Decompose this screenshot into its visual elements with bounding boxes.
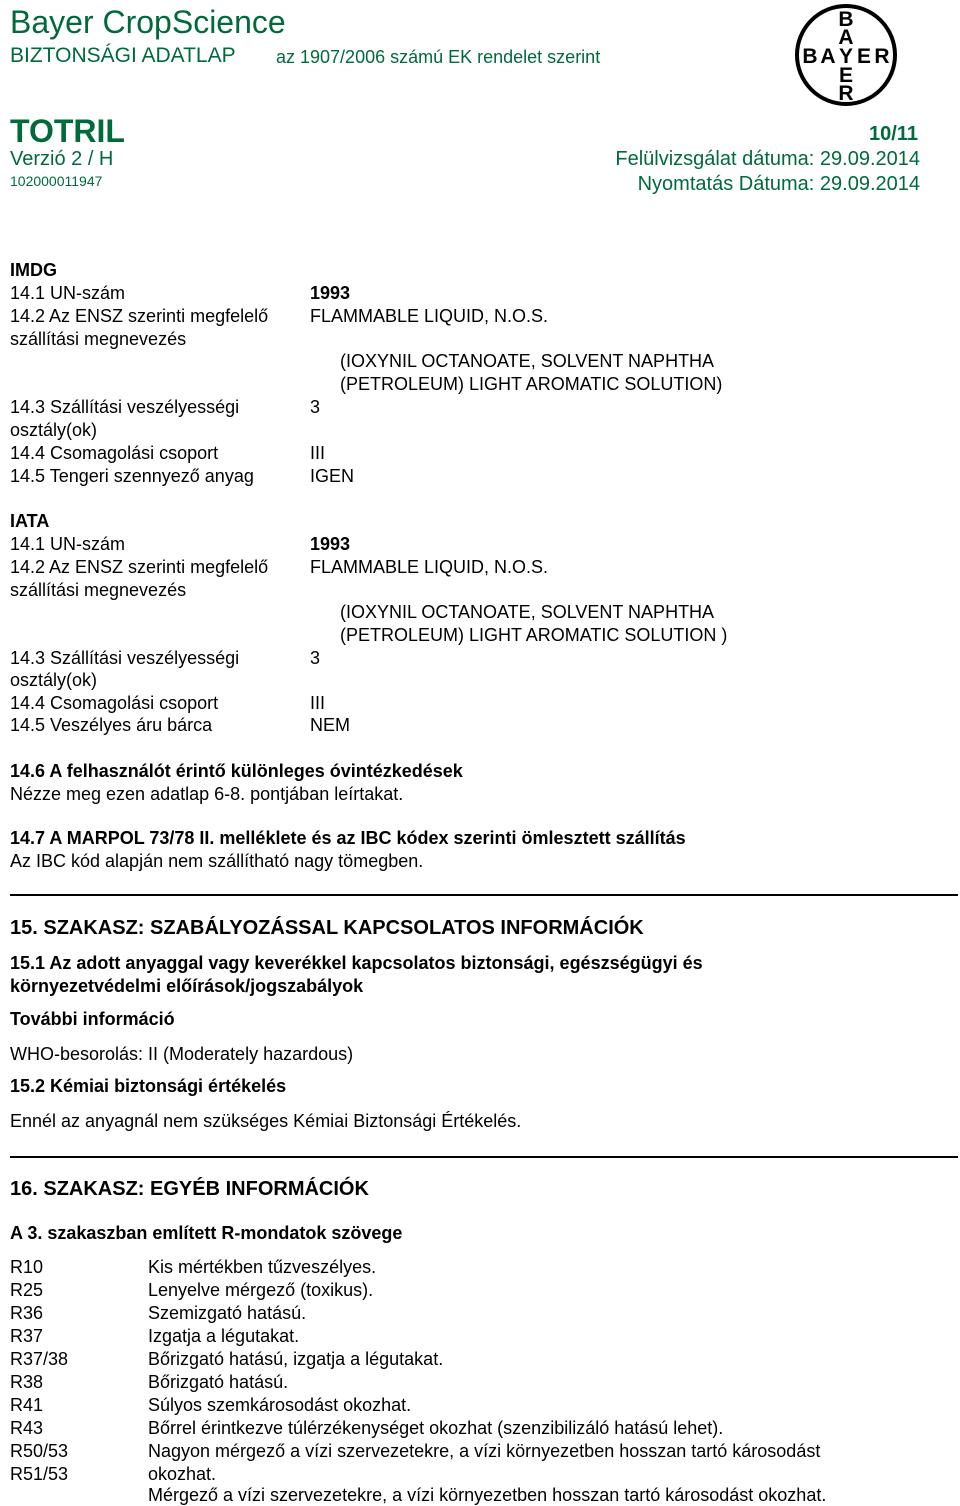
imdg-marine-label: 14.5 Tengeri szennyező anyag (10, 466, 254, 486)
imdg-pack-value: III (310, 443, 326, 463)
imdg-name-value: FLAMMABLE LIQUID, N.O.S. (310, 306, 549, 326)
company-name: Bayer CropScience (10, 4, 286, 40)
iata-name-detail: (IOXYNIL OCTANOATE, SOLVENT NAPHTHA (340, 602, 715, 622)
revision-date: Felülvizsgálat dátuma: 29.09.2014 (615, 148, 920, 170)
r-phrase-code: R50/53 (10, 1441, 69, 1461)
who-classification: WHO-besorolás: II (Moderately hazardous) (10, 1044, 354, 1064)
section-divider (10, 1156, 958, 1158)
iata-class-label-2: osztály(ok) (10, 670, 98, 690)
iata-un-value: 1993 (310, 534, 351, 554)
section-15-1-title: 15.1 Az adott anyaggal vagy keverékkel kapcsolatos biztonsági, egészségügyi és (10, 953, 703, 973)
iata-name-label: 14.2 Az ENSZ szerinti megfelelő (10, 557, 269, 577)
logo-letter: E (856, 45, 872, 68)
iata-hazard-value: NEM (310, 715, 350, 735)
r-phrase-code: R38 (10, 1372, 44, 1392)
page-number: 10/11 (869, 123, 918, 145)
imdg-name-label-2: szállítási megnevezés (10, 329, 187, 349)
imdg-class-label-2: osztály(ok) (10, 420, 98, 440)
logo-letter: E (838, 64, 854, 87)
r-phrase-code: R25 (10, 1280, 44, 1300)
section-14-7-text: Az IBC kód alapján nem szállítható nagy tömegben. (10, 851, 424, 871)
imdg-class-value: 3 (310, 397, 321, 417)
document-number: 102000011947 (10, 173, 103, 189)
r-phrase-code: R36 (10, 1303, 44, 1323)
imdg-pack-label: 14.4 Csomagolási csoport (10, 443, 219, 463)
iata-pack-label: 14.4 Csomagolási csoport (10, 693, 219, 713)
section-15-2-text: Ennél az anyagnál nem szükséges Kémiai Biztonsági Értékelés. (10, 1111, 522, 1131)
section-14-6-text: Nézze meg ezen adatlap 6-8. pontjában leírtakat. (10, 784, 404, 804)
iata-title: IATA (10, 511, 50, 531)
r-phrase-code: R43 (10, 1418, 44, 1438)
r-phrase-text: Bőrrel érintkezve túlérzékenységet okozhat (szenzibilizáló hatású lehet). (148, 1418, 724, 1438)
imdg-un-label: 14.1 UN-szám (10, 283, 126, 303)
r-phrase-text: Súlyos szemkárosodást okozhat. (148, 1395, 412, 1415)
section-16-subtitle: A 3. szakaszban említett R-mondatok szövege (10, 1223, 403, 1243)
product-name: TOTRIL (10, 113, 125, 149)
section-16-title: 16. SZAKASZ: EGYÉB INFORMÁCIÓK (10, 1178, 369, 1200)
r-phrase-code: R37 (10, 1326, 44, 1346)
r-phrase-code: R10 (10, 1257, 44, 1277)
imdg-un-value: 1993 (310, 283, 351, 303)
logo-letter: R (874, 45, 890, 68)
iata-un-label: 14.1 UN-szám (10, 534, 126, 554)
section-divider (10, 894, 958, 896)
bayer-logo-icon (794, 3, 898, 107)
section-15-1-title-2: környezetvédelmi előírások/jogszabályok (10, 976, 364, 996)
r-phrase-text: Bőrizgató hatású, izgatja a légutakat. (148, 1349, 444, 1369)
logo-letter: A (838, 26, 854, 49)
r-phrase-text: Nagyon mérgező a vízi szervezetekre, a vízi környezetben hosszan tartó károsodást (148, 1441, 821, 1461)
iata-name-detail-2: (PETROLEUM) LIGHT AROMATIC SOLUTION ) (340, 625, 728, 645)
r-phrase-text: okozhat. (148, 1464, 217, 1484)
iata-class-label: 14.3 Szállítási veszélyességi (10, 648, 240, 668)
iata-hazard-label: 14.5 Veszélyes áru bárca (10, 715, 213, 735)
r-phrase-code: R37/38 (10, 1349, 69, 1369)
logo-letter: Y (838, 45, 854, 68)
imdg-marine-value: IGEN (310, 466, 355, 486)
r-phrase-text: Lenyelve mérgező (toxikus). (148, 1280, 374, 1300)
logo-letter: B (838, 8, 854, 31)
iata-class-value: 3 (310, 648, 321, 668)
section-14-6-title: 14.6 A felhasználót érintő különleges óvintézkedések (10, 761, 463, 781)
imdg-class-label: 14.3 Szállítási veszélyességi (10, 397, 240, 417)
imdg-name-detail: (IOXYNIL OCTANOATE, SOLVENT NAPHTHA (340, 351, 715, 371)
logo-letter: B (802, 45, 818, 68)
iata-pack-value: III (310, 693, 326, 713)
more-info-heading: További információ (10, 1009, 175, 1029)
logo-letter: R (838, 82, 854, 105)
logo-letter: A (820, 45, 836, 68)
iata-name-label-2: szállítási megnevezés (10, 580, 187, 600)
version: Verzió 2 / H (10, 148, 114, 170)
imdg-name-detail-2: (PETROLEUM) LIGHT AROMATIC SOLUTION) (340, 374, 723, 394)
print-date: Nyomtatás Dátuma: 29.09.2014 (637, 173, 920, 195)
section-15-2-title: 15.2 Kémiai biztonsági értékelés (10, 1076, 287, 1096)
document-type: BIZTONSÁGI ADATLAP (10, 44, 236, 67)
iata-name-value: FLAMMABLE LIQUID, N.O.S. (310, 557, 549, 577)
r-phrase-text: Mérgező a vízi szervezetekre, a vízi környezetben hosszan tartó károsodást okozhat. (148, 1485, 827, 1505)
section-15-title: 15. SZAKASZ: SZABÁLYOZÁSSAL KAPCSOLATOS INFORMÁCIÓK (10, 917, 644, 939)
r-phrase-text: Bőrizgató hatású. (148, 1372, 289, 1392)
imdg-title: IMDG (10, 260, 57, 280)
r-phrase-code: R51/53 (10, 1464, 69, 1484)
r-phrase-text: Kis mértékben tűzveszélyes. (148, 1257, 377, 1277)
section-14-7-title: 14.7 A MARPOL 73/78 II. melléklete és az IBC kódex szerinti ömlesztett szállítás (10, 828, 686, 848)
r-phrase-text: Szemizgató hatású. (148, 1303, 307, 1323)
imdg-name-label: 14.2 Az ENSZ szerinti megfelelő (10, 306, 269, 326)
r-phrase-code: R41 (10, 1395, 44, 1415)
r-phrase-text: Izgatja a légutakat. (148, 1326, 300, 1346)
regulation-reference: az 1907/2006 számú EK rendelet szerint (276, 47, 601, 67)
